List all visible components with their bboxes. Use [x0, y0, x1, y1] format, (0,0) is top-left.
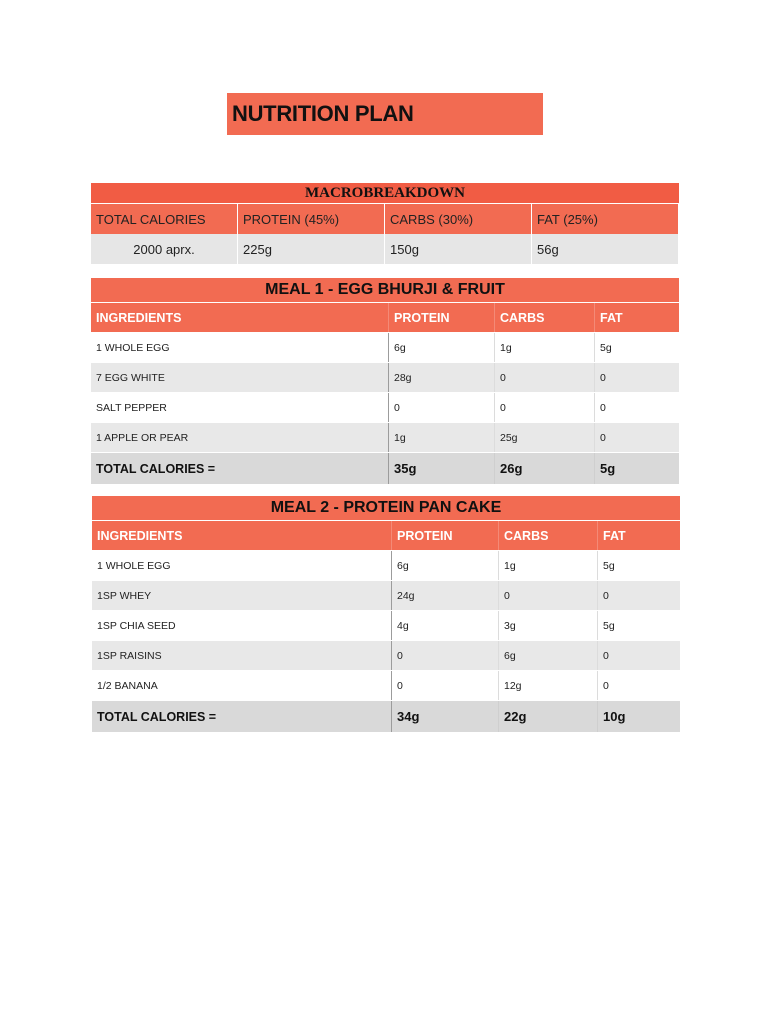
macro-value-protein: 225g	[238, 234, 385, 264]
column-header-carbs: CARBS	[499, 521, 598, 550]
column-header-protein: PROTEIN	[389, 303, 495, 332]
carbs-cell: 1g	[499, 551, 598, 580]
column-header-protein: PROTEIN	[392, 521, 499, 550]
column-header-carbs: CARBS	[495, 303, 595, 332]
meal-1-table	[91, 278, 679, 485]
carbs-cell: 12g	[499, 671, 598, 700]
ingredient-cell: 1 WHOLE EGG	[92, 551, 392, 580]
column-header-ingredients: INGREDIENTS	[92, 521, 392, 550]
page-title-banner	[227, 93, 543, 135]
ingredient-cell: 1SP RAISINS	[92, 641, 392, 670]
protein-cell: 28g	[389, 363, 495, 392]
meal-2-total-row	[92, 701, 680, 733]
macro-value-fat: 56g	[532, 234, 679, 264]
table-row	[92, 671, 680, 701]
macro-value-total-calories: 2000 aprx.	[91, 234, 238, 264]
table-row	[91, 393, 679, 423]
carbs-cell: 25g	[495, 423, 595, 452]
ingredient-cell: 1 APPLE OR PEAR	[91, 423, 389, 452]
carbs-cell: 0	[499, 581, 598, 610]
carbs-cell: 0	[495, 393, 595, 422]
macro-label-protein: PROTEIN (45%)	[238, 204, 385, 234]
macro-value-carbs: 150g	[385, 234, 532, 264]
fat-cell: 0	[600, 431, 606, 444]
protein-cell: 0	[392, 671, 499, 700]
macro-breakdown-heading: MACROBREAKDOWN	[91, 183, 679, 204]
column-header-ingredients: INGREDIENTS	[91, 303, 389, 332]
total-calories-label: TOTAL CALORIES =	[91, 453, 389, 484]
table-row	[91, 333, 679, 363]
total-fat: 10g	[603, 709, 626, 724]
protein-cell: 1g	[389, 423, 495, 452]
meal-2-title: MEAL 2 - PROTEIN PAN CAKE	[92, 496, 680, 521]
total-carbs: 26g	[495, 453, 595, 484]
ingredient-cell: 1 WHOLE EGG	[91, 333, 389, 362]
fat-cell: 0	[600, 371, 606, 384]
column-header-fat: FAT	[603, 528, 626, 543]
total-carbs: 22g	[499, 701, 598, 732]
table-row	[91, 363, 679, 393]
fat-cell: 0	[603, 589, 609, 602]
macro-values-row	[91, 234, 679, 264]
fat-cell: 0	[600, 401, 606, 414]
fat-cell: 0	[603, 649, 609, 662]
protein-cell: 24g	[392, 581, 499, 610]
table-row	[92, 611, 680, 641]
total-calories-label: TOTAL CALORIES =	[92, 701, 392, 732]
column-header-fat: FAT	[600, 310, 623, 325]
macro-label-fat: FAT (25%)	[532, 204, 679, 234]
protein-cell: 6g	[392, 551, 499, 580]
carbs-cell: 1g	[495, 333, 595, 362]
protein-cell: 0	[389, 393, 495, 422]
protein-cell: 6g	[389, 333, 495, 362]
table-row	[91, 423, 679, 453]
ingredient-cell: 1/2 BANANA	[92, 671, 392, 700]
total-protein: 34g	[392, 701, 499, 732]
carbs-cell: 6g	[499, 641, 598, 670]
ingredient-cell: 1SP CHIA SEED	[92, 611, 392, 640]
table-row	[92, 641, 680, 671]
ingredient-cell: 1SP WHEY	[92, 581, 392, 610]
meal-2-header-row	[92, 521, 680, 551]
meal-1-title: MEAL 1 - EGG BHURJI & FRUIT	[91, 278, 679, 303]
macro-breakdown-table	[91, 183, 679, 264]
protein-cell: 0	[392, 641, 499, 670]
meal-1-total-row	[91, 453, 679, 485]
fat-cell: 5g	[603, 619, 615, 632]
total-protein: 35g	[389, 453, 495, 484]
fat-cell: 5g	[600, 341, 612, 354]
meal-2-table	[92, 496, 680, 733]
meal-1-header-row	[91, 303, 679, 333]
fat-cell: 5g	[603, 559, 615, 572]
protein-cell: 4g	[392, 611, 499, 640]
table-row	[92, 581, 680, 611]
macro-labels-row	[91, 204, 679, 234]
total-fat: 5g	[600, 461, 616, 476]
ingredient-cell: SALT PEPPER	[91, 393, 389, 422]
carbs-cell: 0	[495, 363, 595, 392]
page-title: NUTRITION PLAN	[232, 101, 414, 126]
ingredient-cell: 7 EGG WHITE	[91, 363, 389, 392]
macro-label-carbs: CARBS (30%)	[385, 204, 532, 234]
carbs-cell: 3g	[499, 611, 598, 640]
fat-cell: 0	[603, 679, 609, 692]
table-row	[92, 551, 680, 581]
macro-label-total-calories: TOTAL CALORIES	[91, 204, 238, 234]
